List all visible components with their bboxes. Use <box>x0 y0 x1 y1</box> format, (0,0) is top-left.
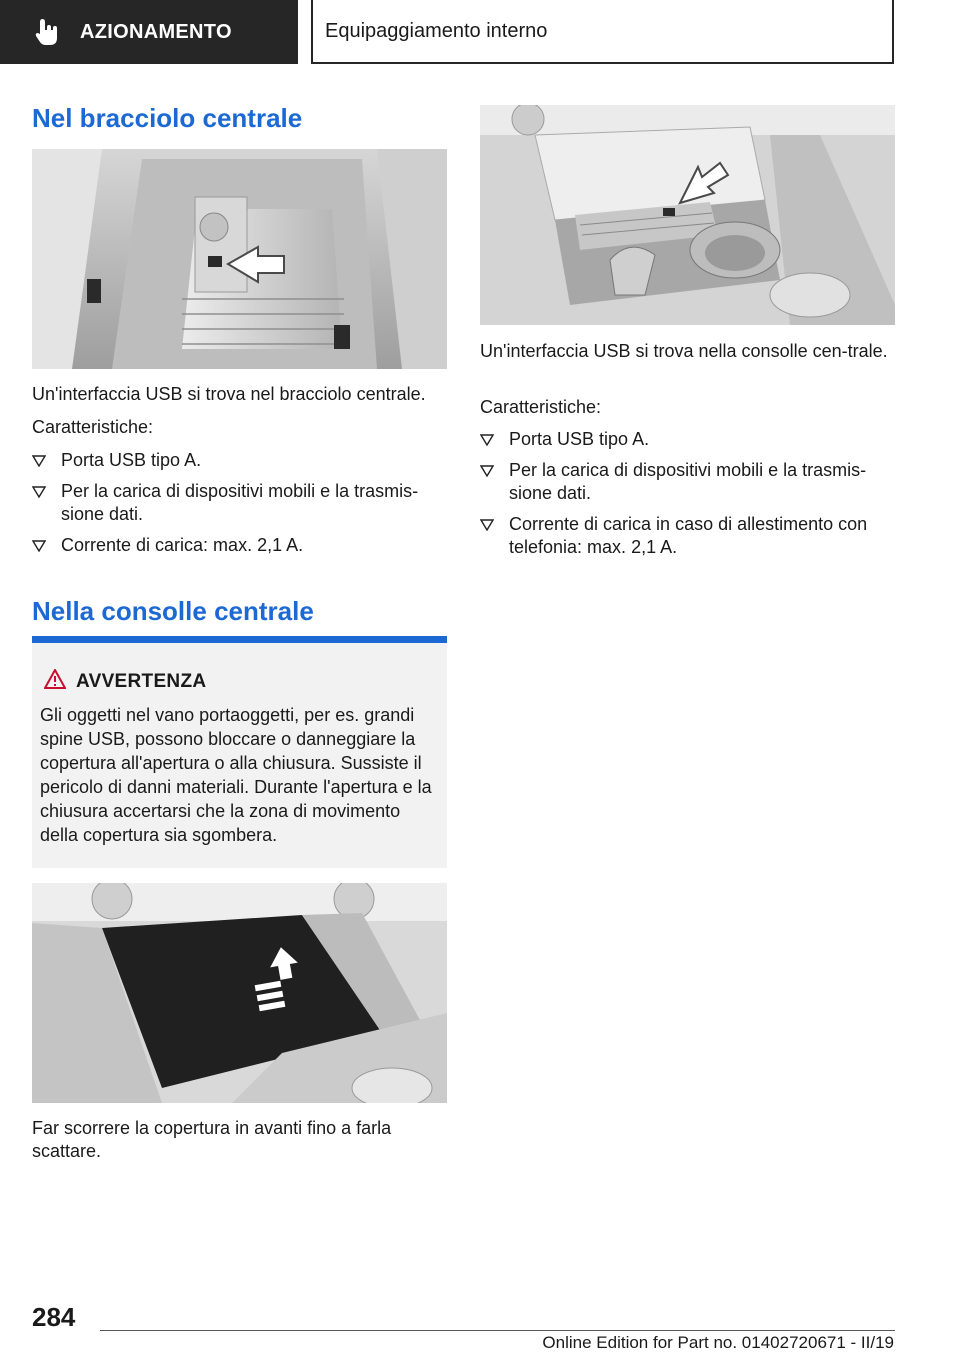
console-caption: Un'interfaccia USB si trova nella consolle cen‐trale. <box>480 341 888 361</box>
list-item: Per la carica di dispositivi mobili e la trasmis‐sione dati. <box>480 459 895 505</box>
cover-slide-photo <box>32 883 447 1103</box>
console-usb-photo <box>480 105 895 325</box>
cover-slide-caption: Far scorrere la copertura in avanti fino a farla scattare. <box>32 1118 392 1161</box>
heading-armrest: Nel bracciolo centrale <box>32 103 303 133</box>
armrest-caption: Un'interfaccia USB si trova nel bracciolo centrale. <box>32 384 426 404</box>
right-column <box>480 0 895 1300</box>
edition-text: Online Edition for Part no. 01402720671 - II/19 <box>542 1333 894 1352</box>
heading-center-console: Nella consolle centrale <box>32 596 314 626</box>
list-item: Corrente di carica: max. 2,1 A. <box>32 534 447 557</box>
warning-box <box>32 636 447 868</box>
list-item: Porta USB tipo A. <box>480 428 895 451</box>
warning-text: Gli oggetti nel vano portaoggetti, per es. grandi spine USB, possono bloccare o danneggiare la copertura all'apertura o alla chiusura. Sussiste il pericolo di danni materiali. Durante l'apertura e la chiusura accertarsi che la zona di movimento della copertura sia sgombera. <box>40 705 432 845</box>
chapter-title: Equipaggiamento interno <box>325 19 548 42</box>
armrest-usb-photo <box>32 149 447 369</box>
triangle-bullet-icon <box>32 540 46 552</box>
page-number: 284 <box>32 1302 76 1332</box>
warning-triangle-icon <box>44 669 66 689</box>
warning-title: AVVERTENZA <box>76 671 207 692</box>
triangle-bullet-icon <box>480 434 494 446</box>
console-feature-list <box>480 428 895 567</box>
features-label: Caratteristiche: <box>32 417 154 437</box>
list-item: Corrente di carica in caso di allestimento con telefonia: max. 2,1 A. <box>480 513 895 559</box>
features-label: Caratteristiche: <box>480 397 602 417</box>
list-item: Porta USB tipo A. <box>32 449 447 472</box>
triangle-bullet-icon <box>32 455 46 467</box>
triangle-bullet-icon <box>480 519 494 531</box>
armrest-feature-list <box>32 449 447 565</box>
list-item: Per la carica di dispositivi mobili e la trasmis‐sione dati. <box>32 480 447 526</box>
triangle-bullet-icon <box>32 486 46 498</box>
footer-divider <box>100 1330 895 1331</box>
section-title: AZIONAMENTO <box>80 20 232 43</box>
triangle-bullet-icon <box>480 465 494 477</box>
